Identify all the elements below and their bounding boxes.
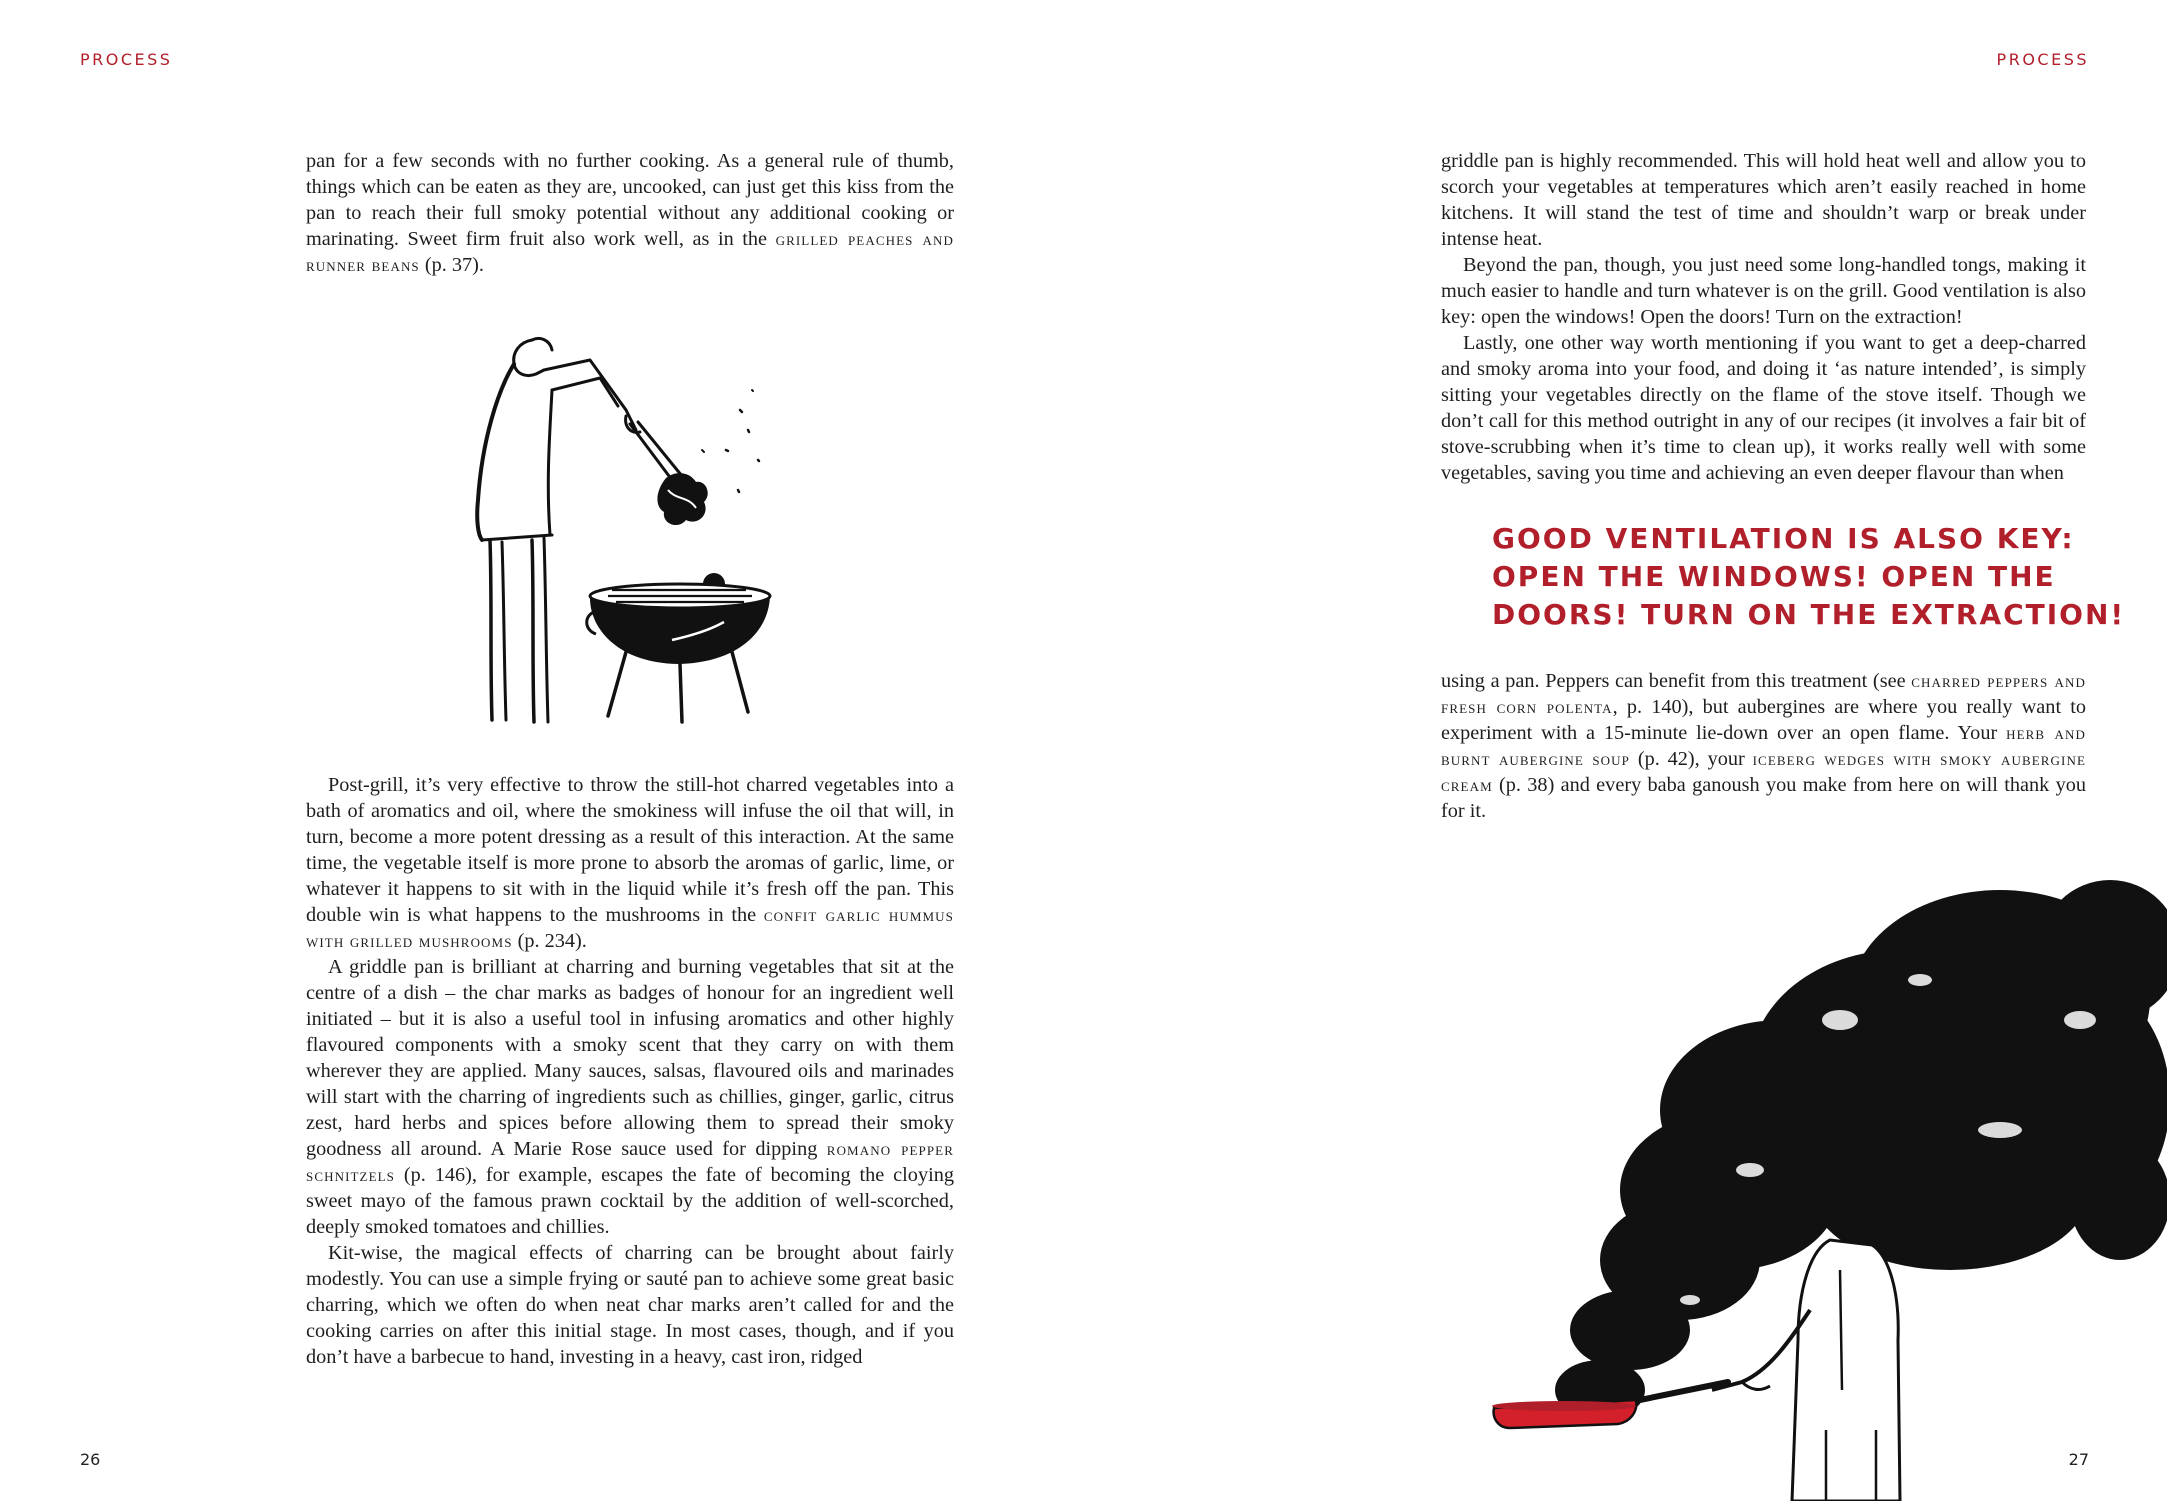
paragraph-post-grill — [306, 772, 954, 954]
paragraph-text: , p. 140), but aubergines are where you really want to experiment with a 15-minute lie-down over an open flame. Your — [1441, 696, 2086, 744]
pull-quote-line: DOORS! TURN ON THE EXTRACTION! — [1492, 598, 2126, 631]
paragraph-text: pan for a few seconds with no further cooking. As a general rule of thumb, things which can be eaten as they are, uncooked, can just get this kiss from the pan to reach their full smoky potential without any additional cooking or marinating. Sweet firm fruit also work well, as in the — [306, 150, 954, 250]
pull-quote — [1492, 520, 2126, 634]
pull-quote-line: GOOD VENTILATION IS ALSO KEY: — [1492, 522, 2075, 555]
man-grilling-illustration — [440, 330, 820, 730]
running-head-left: PROCESS — [80, 50, 173, 69]
paragraph-text: (p. 146), for example, escapes the fate of becoming the cloying sweet mayo of the famous prawn cocktail by the addition of well-scorched, deeply smoked tomatoes and chillies. — [306, 1164, 954, 1238]
paragraph-text: Post-grill, it’s very effective to throw the still-hot charred vegetables into a bath of aromatics and oil, where the smokiness will infuse the oil that will, in turn, become a more potent dressing as a result of this interaction. At the same time, the vegetable itself is more prone to absorb the aromas of garlic, lime, or whatever it happens to sit with in the liquid while it’s fresh off the pan. This double win is what happens to the mushrooms in the — [306, 774, 954, 926]
page-number-right: 27 — [2068, 1450, 2089, 1469]
recipe-reference: iceberg wedges with smoky aubergine cream — [1441, 749, 2087, 795]
paragraph-kit-wise: Kit-wise, the magical effects of charring can be brought about fairly modestly. You can use a simple frying or sauté pan to achieve some great basic charring, which we often do when neat char marks aren’t called for and the cooking carries on after this initial stage. In most cases, though, and if you don’t have a barbecue to hand, investing in a heavy, cast iron, ridged — [306, 1242, 954, 1368]
page-reference: (p. 234). — [512, 930, 587, 952]
recipe-reference: charred peppers and fresh corn polenta — [1441, 671, 2086, 717]
paragraph-text: (p. 38) and every baba ganoush you make from here on will thank you for it. — [1441, 774, 2086, 822]
pull-quote-line: OPEN THE WINDOWS! OPEN THE — [1492, 560, 2056, 593]
right-column-top — [1441, 148, 2086, 486]
page-number-left: 26 — [80, 1450, 101, 1469]
paragraph-griddle-pan — [306, 954, 954, 1240]
paragraph-text: using a pan. Peppers can benefit from this treatment (see — [1441, 670, 1912, 692]
paragraph-peppers-aubergines — [1441, 668, 2086, 824]
recipe-reference: herb and burnt aubergine soup — [1441, 723, 2087, 769]
smoking-pan-illustration — [1480, 870, 2167, 1501]
paragraph-text: A griddle pan is brilliant at charring and burning vegetables that sit at the centre of a dish – the char marks as badges of honour for an ingredient well initiated – but it is also a useful tool in infusing aromatics and other highly flavoured components with a smoky scent that they carry on with them wherever they are applied. Many sauces, salsas, flavoured oils and marinades will start with the charring of ingredients such as chillies, ginger, garlic, citrus zest, hard herbs and spices before allowing them to spread their smoky goodness all around. A Marie Rose sauce used for dipping — [306, 956, 954, 1160]
recipe-reference: confit garlic hummus with grilled mushrooms — [306, 905, 954, 951]
recipe-reference: grilled peaches and runner beans — [306, 229, 954, 275]
page-reference: (p. 37). — [419, 254, 484, 276]
paragraph-continued: griddle pan is highly recommended. This will hold heat well and allow you to scorch your vegetables at temperatures which aren’t easily reached in home kitchens. It will stand the test of time and shouldn’t warp or break under intense heat. — [1441, 150, 2086, 250]
paragraph-text: (p. 42), your — [1629, 748, 1753, 770]
paragraph-continued — [306, 148, 954, 278]
right-column-after-quote — [1441, 668, 2086, 824]
paragraph-lastly: Lastly, one other way worth mentioning if you want to get a deep-charred and smoky aroma into your food, and doing it ‘as nature intended’, is simply sitting your vegetables directly on the flame of the stove itself. Though we don’t call for this method outright in any of our recipes (it involves a fair bit of stove-scrubbing when it’s time to clean up), it works really well with some vegetables, saving you time and achieving an even deeper flavour than when — [1441, 332, 2086, 484]
recipe-reference: romano pepper schnitzels — [306, 1139, 954, 1185]
paragraph-beyond-pan: Beyond the pan, though, you just need some long-handled tongs, making it much easier to handle and turn whatever is on the grill. Good ventilation is also key: open the windows! Open the doors! Turn on the extraction! — [1441, 254, 2086, 328]
running-head-right: PROCESS — [1996, 50, 2089, 69]
left-column-body — [306, 772, 954, 1370]
left-column-top — [306, 148, 954, 278]
